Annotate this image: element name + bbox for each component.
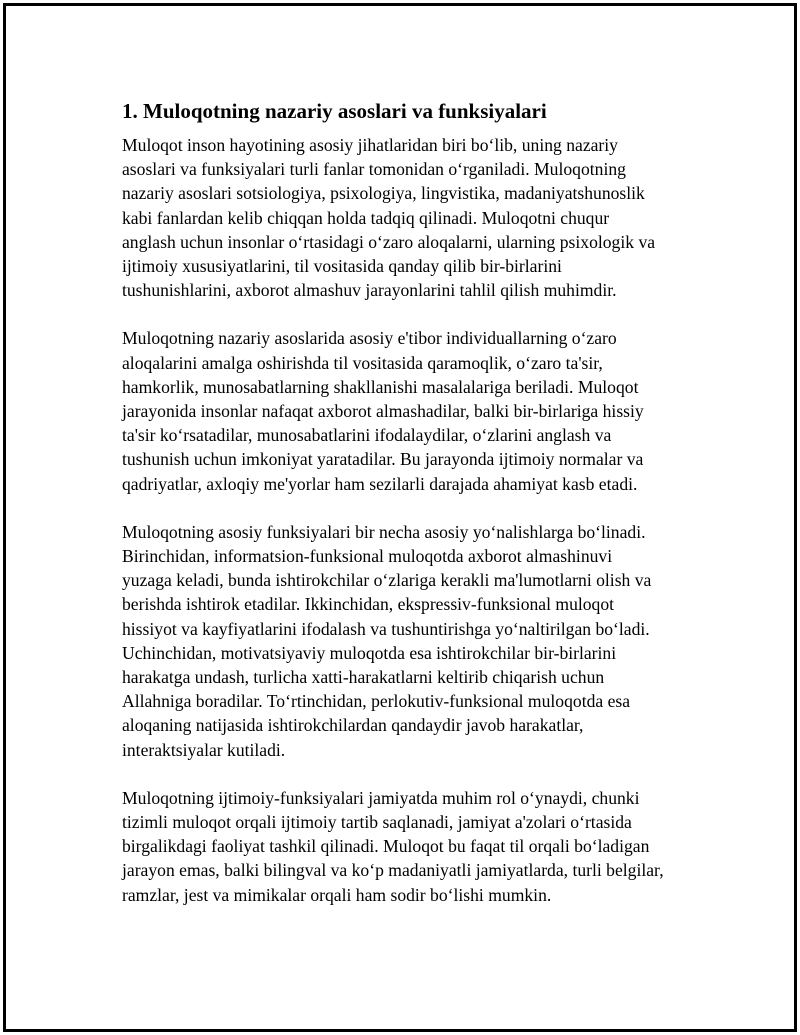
text-line: tizimli muloqot orqali ijtimoiy tartib saqlanadi, jamiyat a'zolari o‘rtasida (122, 812, 632, 833)
text-line: Uchinchidan, motivatsiyaviy muloqotda esa ishtirokchilar bir-birlarini (122, 642, 617, 663)
text-line: ta'sir ko‘rsatadilar, munosabatlarini ifodalaydilar, o‘zlarini anglash va (122, 425, 612, 446)
paragraph-2 (122, 326, 702, 495)
text-line: asoslari va funksiyalari turli fanlar tomonidan o‘rganiladi. Muloqotning (122, 159, 626, 180)
text-line: jarayonida insonlar nafaqat axborot almashadilar, balki bir-birlariga hissiy (122, 401, 644, 422)
text-line: yuzaga keladi, bunda ishtirokchilar o‘zlariga kerakli ma'lumotlarni olish va (122, 570, 652, 591)
text-line: harakatga undash, turlicha xatti-harakatlarni keltirib chiqarish uchun (122, 667, 605, 688)
page-frame (3, 3, 797, 1032)
text-line: ijtimoiy xususiyatlarini, til vositasida qanday qilib bir-birlarini (122, 256, 562, 277)
text-line: Muloqotning nazariy asoslarida asosiy e'tibor individuallarning o‘zaro (122, 328, 617, 349)
text-line: Muloqot inson hayotining asosiy jihatlaridan biri bo‘lib, uning nazariy (122, 135, 618, 155)
paragraph-3 (122, 520, 702, 762)
text-line: birgalikdagi faoliyat tashkil qilinadi. Muloqot bu faqat til orqali bo‘ladigan (122, 836, 650, 857)
text-line: kabi fanlardan kelib chiqqan holda tadqiq qilinadi. Muloqotni chuqur (122, 207, 610, 228)
text-line: berishda ishtirok etadilar. Ikkinchidan, ekspressiv-funksional muloqot (122, 594, 615, 615)
text-line: hissiyot va kayfiyatlarini ifodalash va tushuntirishga yo‘naltirilgan bo‘ladi. (122, 618, 650, 639)
text-line: Birinchidan, informatsion-funksional muloqotda axborot almashinuvi (122, 546, 613, 567)
text-line: aloqaning natijasida ishtirokchilardan qandaydir javob harakatlar, (122, 715, 584, 736)
text-line: Allahniga boradilar. To‘rtinchidan, perlokutiv-funksional muloqotda esa (122, 691, 631, 712)
section-heading: 1. Muloqotning nazariy asoslari va funksiyalari (122, 99, 547, 123)
document-body (122, 97, 702, 931)
text-line: Muloqotning asosiy funksiyalari bir necha asosiy yo‘nalishlarga bo‘linadi. (122, 521, 646, 542)
text-line: tushunishlarini, axborot almashuv jarayonlarini tahlil qilish muhimdir. (122, 280, 617, 301)
text-line: Muloqotning ijtimoiy-funksiyalari jamiyatda muhim rol o‘ynaydi, chunki (122, 787, 640, 808)
text-line: anglash uchun insonlar o‘rtasidagi o‘zaro aloqalarni, ularning psixologik va (122, 231, 656, 252)
paragraph-4 (122, 786, 702, 907)
paragraph-1 (122, 133, 702, 302)
text-line: jarayon emas, balki bilingval va ko‘p madaniyatli jamiyatlarda, turli belgilar, (122, 860, 664, 881)
text-line: aloqalarini amalga oshirishda til vositasida qaramoqlik, o‘zaro ta'sir, (122, 352, 603, 373)
text-line: qadriyatlar, axloqiy me'yorlar ham sezilarli darajada ahamiyat kasb etadi. (122, 473, 638, 494)
text-line: interaktsiyalar kutiladi. (122, 739, 286, 760)
text-line: nazariy asoslari sotsiologiya, psixologiya, lingvistika, madaniyatshunoslik (122, 183, 645, 204)
text-line: ramzlar, jest va mimikalar orqali ham sodir bo‘lishi mumkin. (122, 884, 552, 905)
text-line: tushunish uchun imkoniyat yaratadilar. Bu jarayonda ijtimoiy normalar va (122, 449, 644, 470)
text-line: hamkorlik, munosabatlarning shakllanishi masalalariga beriladi. Muloqot (122, 376, 639, 397)
